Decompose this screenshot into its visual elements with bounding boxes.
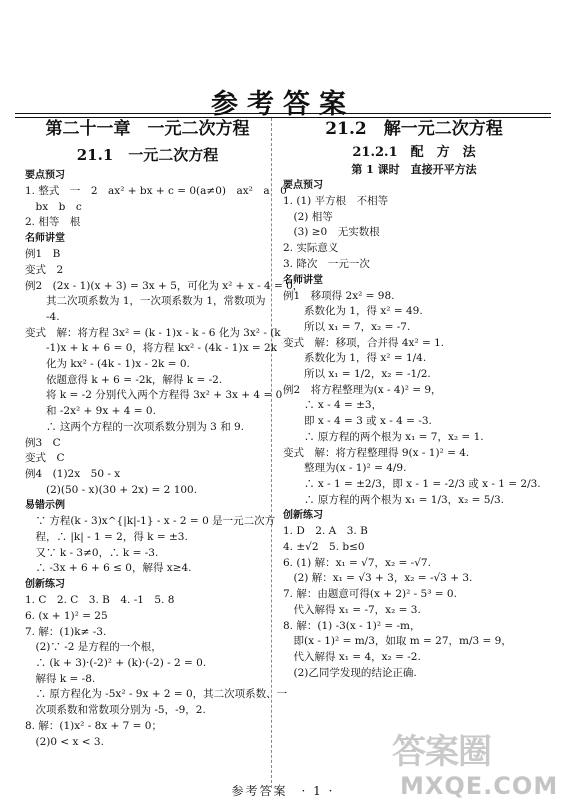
right-answer-list: [283, 178, 545, 681]
answer-line: -1)x + k + 6 = 0，将方程 kx² - (4k - 1)x = 2k: [25, 342, 278, 355]
answer-line: 1. D 2. A 3. B: [283, 525, 368, 538]
answer-line: 6. (1) 解：x₁ = √7，x₂ = -√7.: [283, 556, 431, 569]
answer-line: 8. 解：(1)x² - 8x + 7 = 0；: [25, 719, 162, 732]
answer-line: 将 k = -2 分别代入两个方程得 3x² + 3x + 4 = 0: [25, 389, 283, 402]
answer-line: -4.: [25, 310, 60, 323]
answer-line: ∴ 这两个方程的一次项系数分别为 3 和 9.: [25, 420, 245, 433]
answer-line: (2)(50 - x)(30 + 2x) = 2 100.: [25, 483, 198, 496]
answer-line: 例3 C: [25, 436, 61, 449]
answer-line: 2. 相等 根: [25, 216, 81, 229]
lesson-heading: 第 1 课时 直接开平方法: [351, 163, 477, 176]
left-answer-list: [25, 168, 304, 750]
answer-line: 和 -2x² + 9x + 4 = 0.: [25, 405, 156, 418]
answer-line: 例1 移项得 2x² = 98.: [283, 289, 395, 302]
answer-line: 依题意得 k + 6 = -2k，解得 k = -2.: [25, 373, 223, 386]
answer-line: 变式 解：将方程 3x² = (k - 1)x - k - 6 化为 3x² - (k: [25, 326, 281, 339]
page-footer: 参考答案 · 1 ·: [231, 784, 335, 798]
answer-line: 系数化为 1，得 x² = 1/4.: [283, 352, 427, 365]
answer-line: 6. (x + 1)² = 25: [25, 609, 108, 622]
answer-line: ∴ (k + 3)·(-2)² + (k)·(-2) - 2 = 0.: [25, 656, 207, 669]
answer-line: ∴ 原方程的两个根为 x₁ = 7，x₂ = 1.: [283, 430, 484, 443]
answer-line: 例4 (1)2x 50 - x: [25, 467, 121, 480]
answer-line: 化为 kx² - (4k - 1)x - 2k = 0.: [25, 358, 190, 371]
answer-line: (2) 解：x₁ = √3 + 3，x₂ = -√3 + 3.: [283, 572, 473, 585]
answer-line: 代入解得 x₁ = 4，x₂ = -2.: [283, 650, 421, 663]
title-rule-top: [15, 113, 551, 114]
answer-line: 系数化为 1，得 x² = 49.: [283, 305, 423, 318]
answer-line: 7. 解：(1)k≠ -3.: [25, 625, 107, 638]
answer-line: 7. 解：由题意可得(x + 2)² - 5³ = 0.: [283, 588, 457, 601]
section-label: 创新练习: [283, 510, 323, 522]
section-heading: 21.2.1 配 方 法: [352, 145, 476, 160]
answer-line: 1. C 2. C 3. B 4. -1 5. 8: [25, 594, 175, 607]
answer-line: ∴ 原方程化为 -5x² - 9x + 2 = 0，其二次项系数、一: [25, 688, 288, 701]
watermark-logo-text: 答案圈: [392, 732, 491, 772]
answer-line: (2)0 < x < 3.: [25, 735, 104, 748]
watermark-logo: [392, 724, 560, 802]
section-label: 要点预习: [25, 170, 65, 181]
answer-line: 所以 x₁ = 1/2，x₂ = -1/2.: [283, 368, 431, 381]
answer-line: (2) 相等: [283, 210, 333, 223]
chapter-heading: 21.2 解一元二次方程: [325, 119, 503, 139]
answer-line: 程，∴ |k| - 1 = 2，得 k = ±3.: [25, 531, 188, 544]
answer-line: 3. 降次 一元一次: [283, 257, 370, 270]
answer-line: ∴ 原方程的两个根为 x₁ = 1/3，x₂ = 5/3.: [283, 493, 505, 506]
answer-line: 解得 k = -8.: [25, 672, 96, 685]
answer-line: 4. ±√2 5. b≤0: [283, 541, 365, 554]
answer-line: 即(x - 1)² = m/3，如取 m = 27，m/3 = 9，: [283, 635, 512, 648]
answer-line: 又∵ k - 3≠0，∴ k = -3.: [25, 546, 159, 559]
answer-line: (2)乙同学发现的结论正确.: [283, 666, 417, 679]
left-column: [25, 118, 304, 750]
answer-line: ∴ -3x + 6 + 6 ≤ 0，解得 x≥4.: [25, 562, 192, 575]
answer-line: (3) ≥0 无实数根: [283, 226, 380, 239]
section-label: 名师讲堂: [25, 233, 65, 245]
answer-line: 1. 整式 一 2 ax² + bx + c = 0(a≠0) ax² a 0: [25, 185, 287, 197]
section-label: 易错示例: [25, 500, 65, 512]
chapter-heading: 第二十一章 一元二次方程: [45, 119, 250, 139]
answer-line: 变式 解：移项，合并得 4x² = 1.: [283, 336, 445, 349]
answer-line: ∴ x - 4 = ±3，: [283, 399, 383, 412]
answer-line: bx b c: [25, 200, 82, 213]
section-label: 创新练习: [25, 579, 65, 591]
answer-line: ∴ x - 1 = ±2/3，即 x - 1 = -2/3 或 x - 1 = 2/3.: [283, 477, 541, 490]
answer-line: 即 x - 4 = 3 或 x - 4 = -3.: [283, 415, 432, 428]
answer-line: (2)∵ -2 是方程的一个根，: [25, 641, 162, 654]
answer-line: 变式 2: [25, 263, 64, 276]
answer-line: 所以 x₁ = 7，x₂ = -7.: [283, 320, 411, 333]
right-column: [283, 118, 545, 681]
answer-line: 变式 C: [25, 452, 65, 465]
section-label: 要点预习: [283, 180, 323, 191]
answer-line: 变式 解：将方程整理得 9(x - 1)² = 4.: [283, 446, 470, 459]
section-heading: 21.1 一元二次方程: [76, 146, 219, 164]
answer-line: 整理为(x - 1)² = 4/9.: [283, 462, 407, 475]
answer-line: 次项系数和常数项分别为 -5，-9，2.: [25, 704, 206, 717]
answer-line: 其二次项系数为 1，一次项系数为 1，常数项为: [25, 295, 266, 308]
watermark-site-text: MXQE.COM: [400, 772, 559, 800]
answer-line: 1. (1) 平方根 不相等: [283, 195, 389, 207]
answer-line: ∵ 方程(k - 3)x^{|k|-1} - x - 2 = 0 是一元二次方: [25, 515, 276, 528]
answer-line: 2. 实际意义: [283, 242, 339, 255]
answer-line: 例2 (2x - 1)(x + 3) = 3x + 5，可化为 x² + x - 4 = 0，: [25, 279, 304, 292]
section-label: 名师讲堂: [283, 274, 323, 286]
answer-line: 例1 B: [25, 248, 61, 261]
page-title: 参考答案: [211, 89, 355, 120]
answer-line: 8. 解：(1) -3(x - 1)² = -m，: [283, 619, 421, 632]
answer-line: 代入解得 x₁ = -7，x₂ = 3.: [283, 603, 421, 616]
answer-line: 例2 将方程整理为(x - 4)² = 9，: [283, 383, 442, 396]
